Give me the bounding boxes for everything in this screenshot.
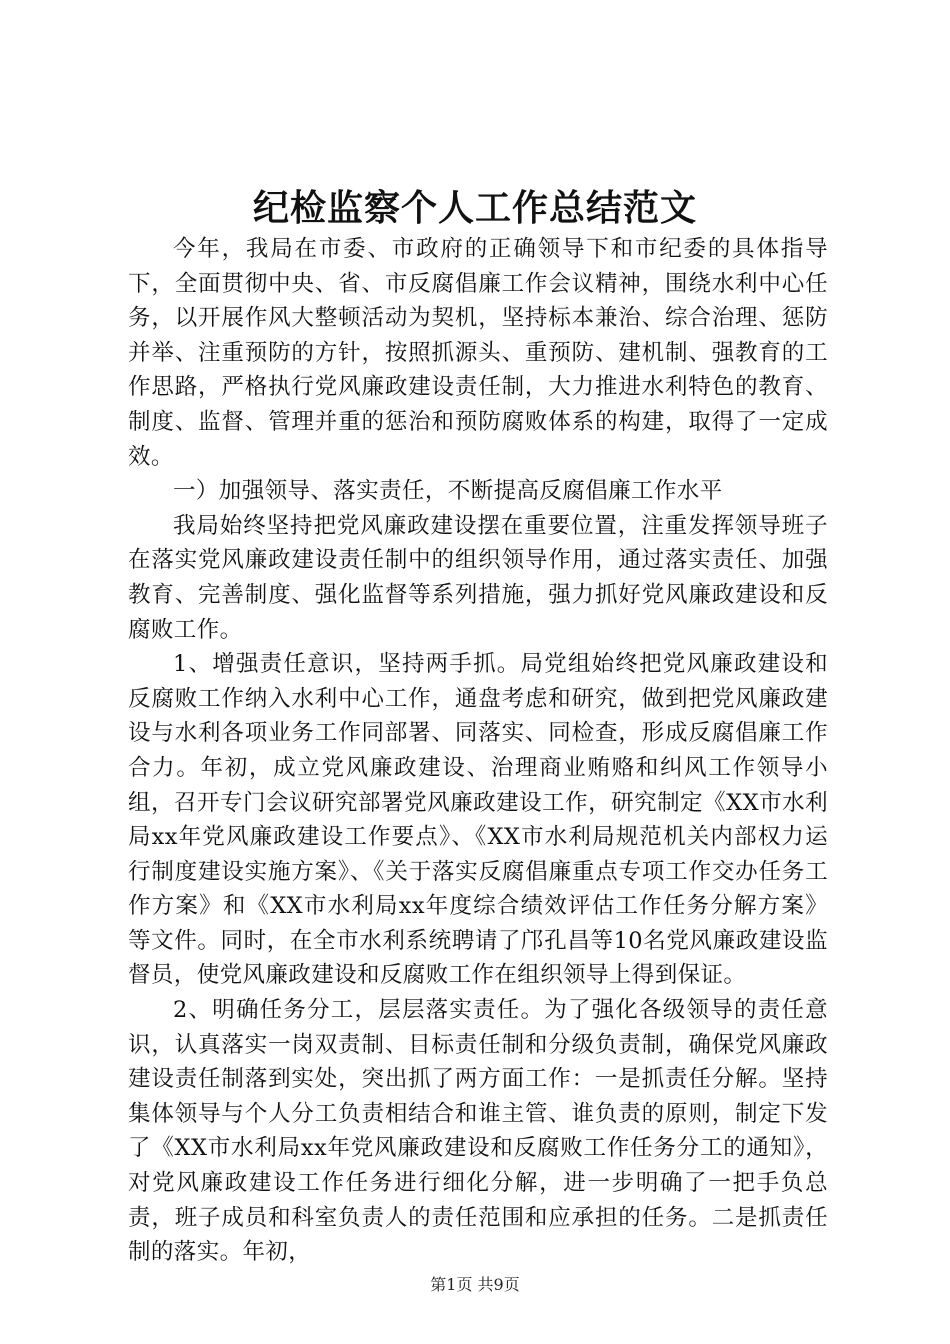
page-number-footer: 第1页 共9页 xyxy=(430,1275,520,1294)
item-1-paragraph: 1、增强责任意识，坚持两手抓。局党组始终把党风廉政建设和反腐败工作纳入水利中心工作，通盘考虑和研究，做到把党风廉政建设与水利各项业务工作同部署、同落实、同检查，形成反腐倡廉工作合力。年初，成立党风廉政建设、治理商业贿赂和纠风工作领导小组，召开专门会议研究部署党风廉政建设工作，研究制定《XX市水利局xx年党风廉政建设工作要点》、《XX市水利局规范机关内部权力运行制度建设实施方案》、《关于落实反腐倡廉重点专项工作交办任务工作方案》和《XX市水利局xx年度综合绩效评估工作任务分解方案》等文件。同时，在全市水利系统聘请了邝孔昌等10名党风廉政建设监督员，使党风廉政建设和反腐败工作在组织领导上得到保证。 xyxy=(128,651,828,989)
intro-paragraph: 今年，我局在市委、市政府的正确领导下和市纪委的具体指导下，全面贯彻中央、省、市反腐倡廉工作会议精神，围绕水利中心任务，以开展作风大整顿活动为契机，坚持标本兼治、综合治理、惩防并举、注重预防的方针，按照抓源头、重预防、建机制、强教育的工作思路，严格执行党风廉政建设责任制，大力推进水利特色的教育、制度、监督、管理并重的惩治和预防腐败体系的构建，取得了一定成效。 xyxy=(128,236,828,470)
section-heading: 一）加强领导、落实责任，不断提高反腐倡廉工作水平 xyxy=(173,478,723,505)
item-2-paragraph: 2、明确任务分工，层层落实责任。为了强化各级领导的责任意识，认真落实一岗双责制、目标责任制和分级负责制，确保党风廉政建设责任制落到实处，突出抓了两方面工作：一是抓责任分解。坚持集体领导与个人分工负责相结合和谁主管、谁负责的原则，制定下发了《XX市水利局xx年党风廉政建设和反腐败工作任务分工的通知》，对党风廉政建设工作任务进行细化分解，进一步明确了一把手负总责，班子成员和科室负责人的责任范围和应承担的任务。二是抓责任制的落实。年初， xyxy=(128,997,828,1266)
section-intro-paragraph: 我局始终坚持把党风廉政建设摆在重要位置，注重发挥领导班子在落实党风廉政建设责任制中的组织领导作用，通过落实责任、加强教育、完善制度、强化监督等系列措施，强力抓好党风廉政建设和反腐败工作。 xyxy=(128,512,828,643)
document-body xyxy=(128,232,828,1270)
document-title: 纪检监察个人工作总结范文 xyxy=(252,187,697,229)
